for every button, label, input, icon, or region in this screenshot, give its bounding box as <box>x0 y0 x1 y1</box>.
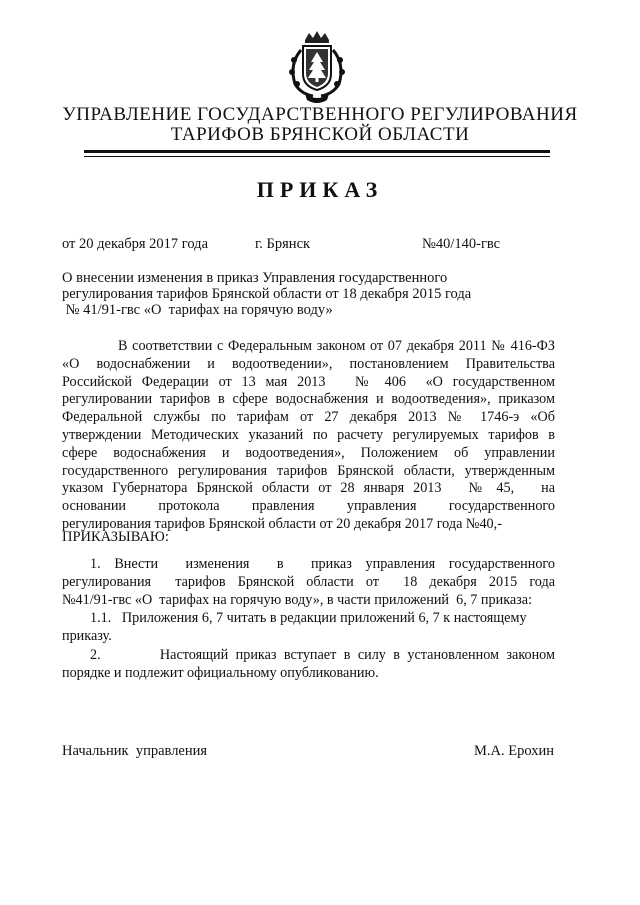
coat-of-arms-emblem <box>283 30 351 104</box>
item-line: 2. Настоящий приказ вступает в силу в установленном законом <box>90 647 555 663</box>
preamble-line: указом Губернатора Брянской области от 28 января 2013 № 45, на <box>62 480 555 497</box>
preamble-line: основании протокола правления управления государственного <box>62 498 555 515</box>
header-rule-thick <box>84 150 550 153</box>
subject-line: О внесении изменения в приказ Управления государственного <box>62 270 448 286</box>
item-line: регулирования тарифов Брянской области от 18 декабря 2015 года <box>62 573 555 590</box>
signatory-name: М.А. Ерохин <box>474 743 555 759</box>
preamble-line: Российской Федерации от 13 мая 2013 № 406 «О государственном <box>62 373 555 390</box>
item-line: №41/91-гвс «О тарифах на горячую воду», в части приложений 6, 7 приказа: <box>62 591 533 608</box>
preamble-line: сфере водоснабжения и водоотведения», Положением об управлении <box>62 444 555 461</box>
org-name-line1: УПРАВЛЕНИЕ ГОСУДАРСТВЕННОГО РЕГУЛИРОВАНИЯ <box>62 104 578 125</box>
preamble-paragraph <box>62 338 555 534</box>
item-line: 1. Внести изменения в приказ управления государственного <box>90 556 555 572</box>
order-word: ПРИКАЗЫВАЮ: <box>62 529 169 545</box>
preamble-line: Федеральной службы по тарифам от 27 декабря 2013 № 1746-э «Об <box>62 409 555 426</box>
preamble-line: утверждении Методических указаний по расчету регулируемых тарифов в <box>62 426 555 443</box>
preamble-line: В соответствии с Федеральным законом от 07 декабря 2011 № 416-ФЗ <box>118 338 555 354</box>
document-city: г. Брянск <box>255 236 311 252</box>
item-1-1-paragraph <box>62 610 555 646</box>
document-number: №40/140-гвс <box>422 236 501 252</box>
header-rule-thin <box>84 156 550 157</box>
item-2-paragraph <box>62 647 555 683</box>
item-line: приказу. <box>62 627 112 644</box>
item-1-paragraph <box>62 556 555 609</box>
subject-block <box>62 270 542 318</box>
item-line: 1.1. Приложения 6, 7 читать в редакции приложений 6, 7 к настоящему <box>90 610 527 626</box>
preamble-line: государственного регулирования тарифов Брянской области, утвержденным <box>62 462 555 479</box>
org-name-line2: ТАРИФОВ БРЯНСКОЙ ОБЛАСТИ <box>170 124 470 145</box>
preamble-line: «О водоснабжении и водоотведении», постановлением Правительства <box>62 355 555 372</box>
preamble-line: регулирования тарифов Брянской области от 20 декабря 2017 года №40,- <box>62 515 502 532</box>
signatory-position: Начальник управления <box>62 743 208 759</box>
document-date: от 20 декабря 2017 года <box>62 236 208 252</box>
document-type-title: ПРИКАЗ <box>256 177 384 202</box>
preamble-line: регулировании тарифов в сфере водоснабжения и водоотведения», приказом <box>62 391 555 408</box>
subject-line: регулирования тарифов Брянской области от 18 декабря 2015 года <box>62 286 472 302</box>
item-line: порядке и подлежит официальному опубликованию. <box>62 664 379 681</box>
subject-line: № 41/91-гвс «О тарифах на горячую воду» <box>62 302 333 318</box>
